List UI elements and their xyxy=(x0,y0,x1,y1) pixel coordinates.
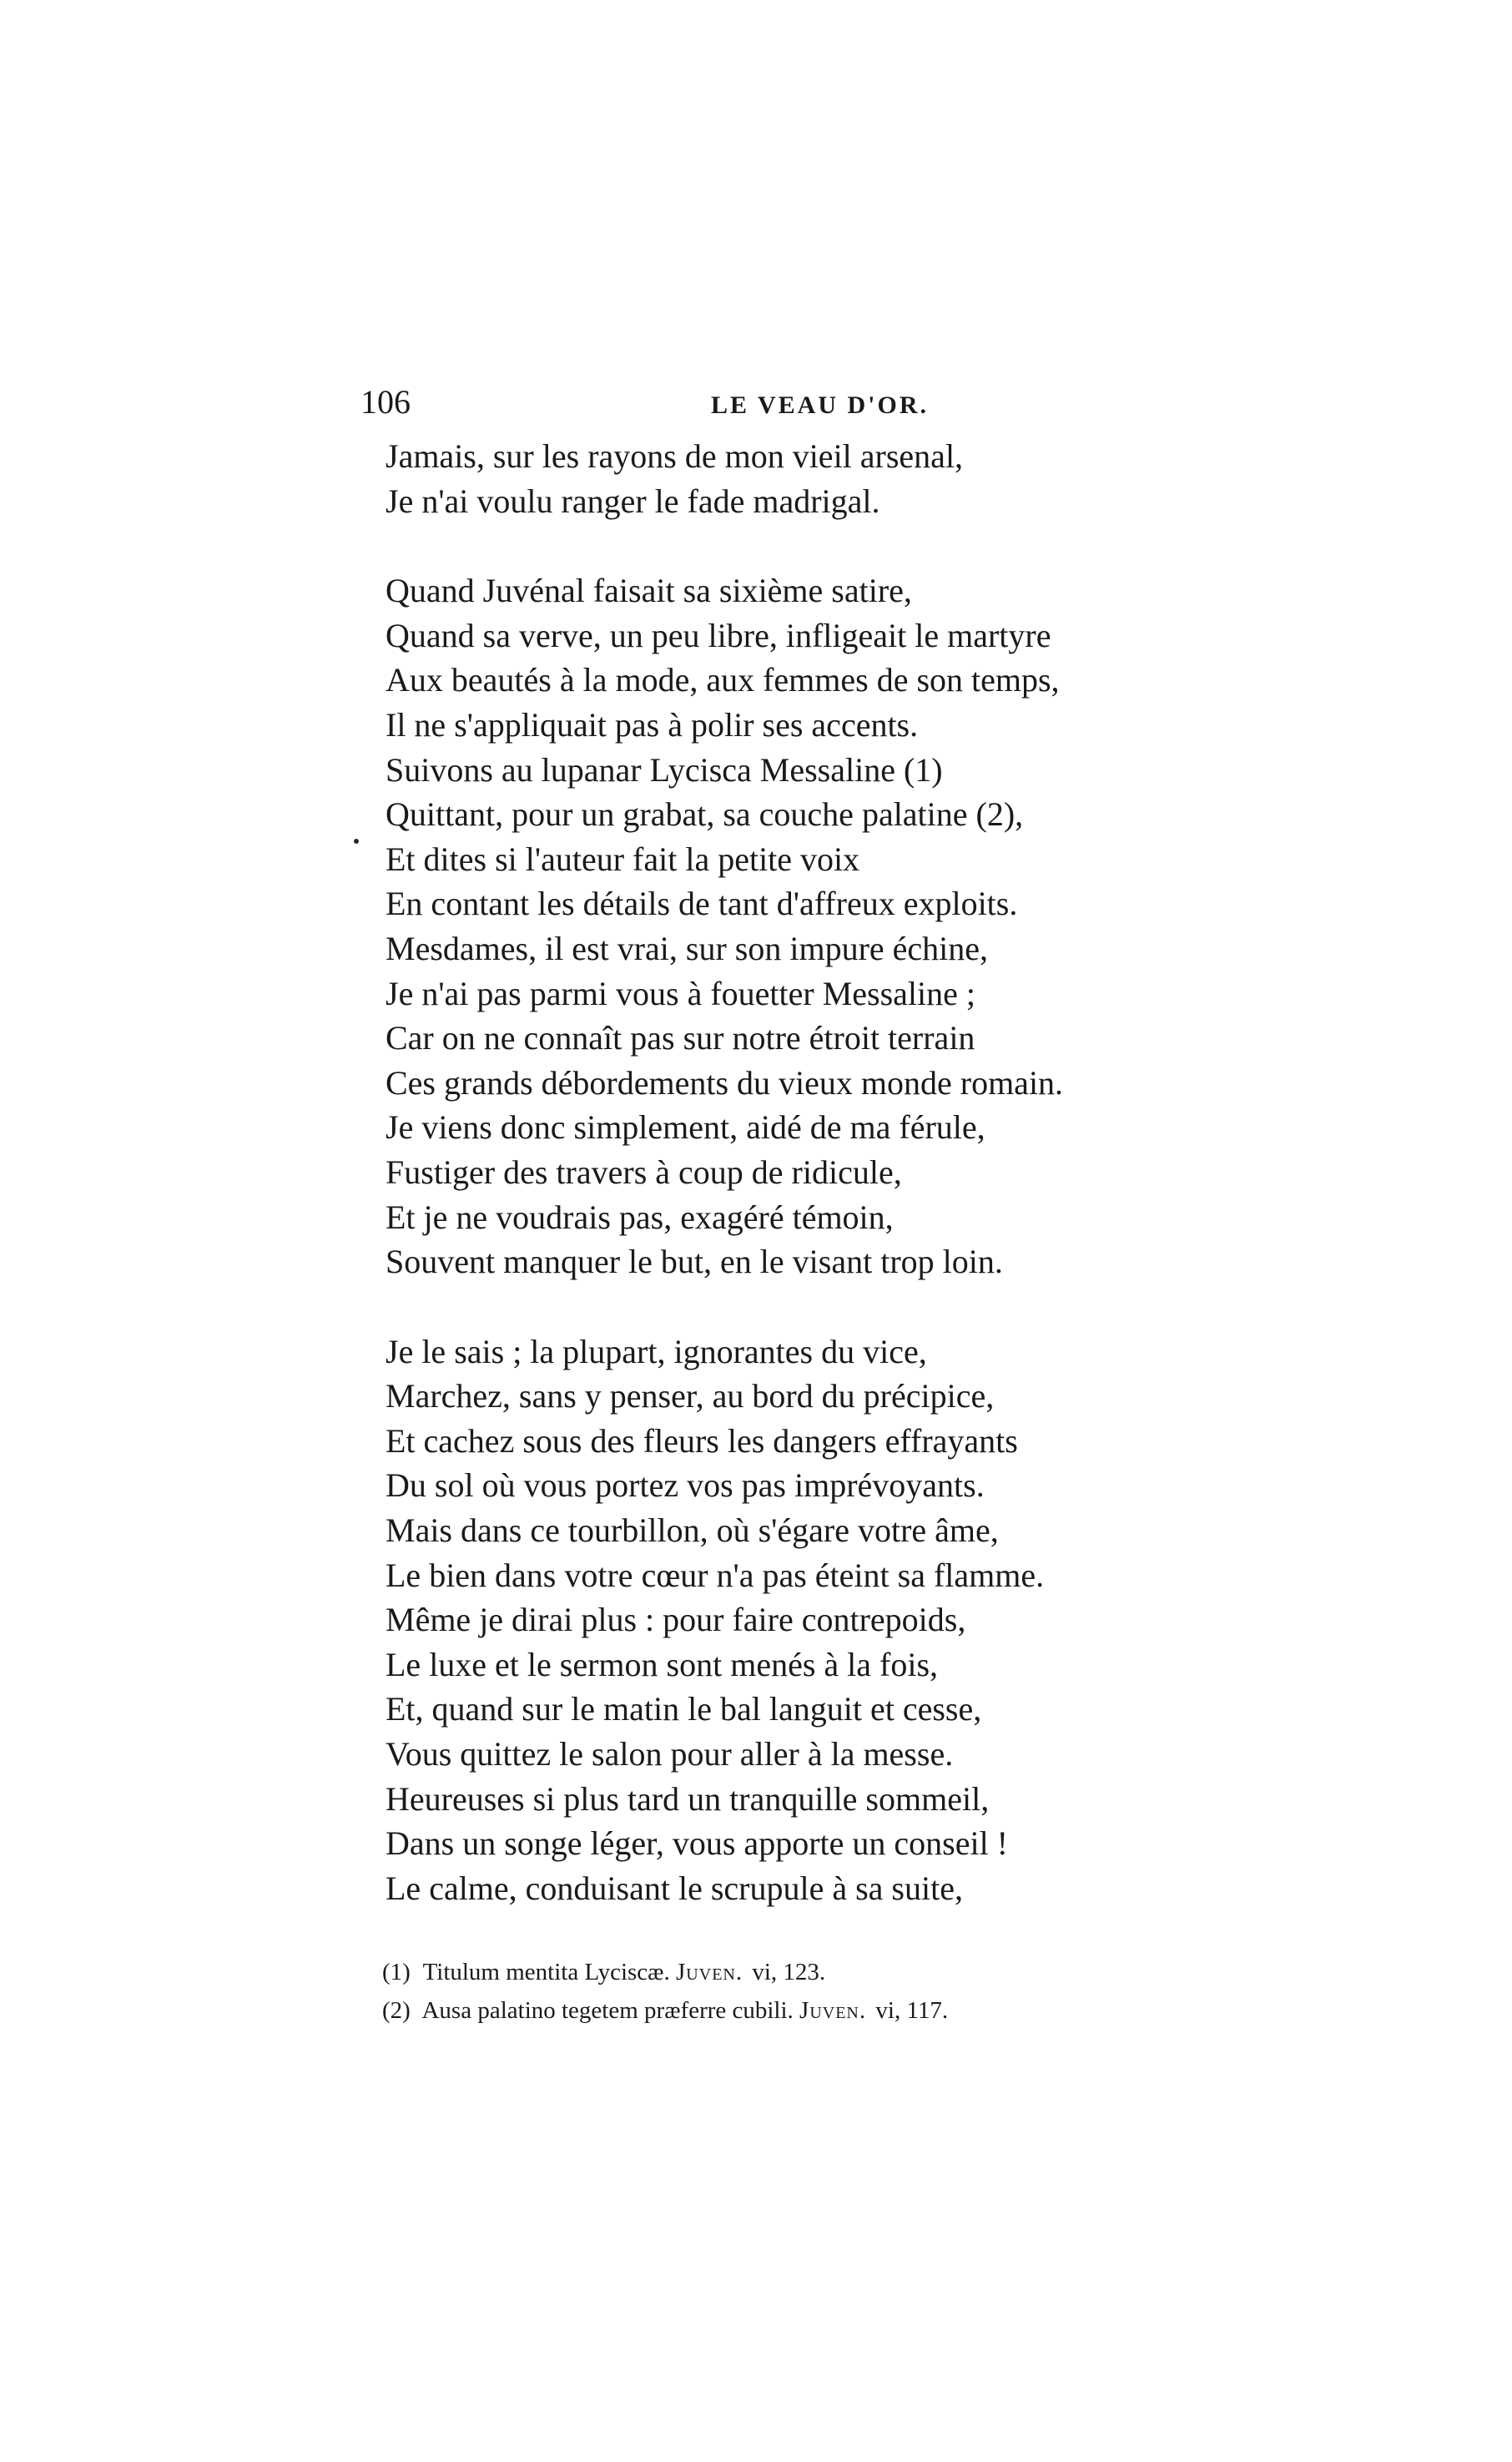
verse-line: Et cachez sous des fleurs les dangers effrayants xyxy=(386,1421,1018,1460)
verse-line: Heureuses si plus tard un tranquille sommeil, xyxy=(386,1779,990,1818)
stanza xyxy=(386,568,1220,1284)
verse-line: Aux beautés à la mode, aux femmes de son temps, xyxy=(386,661,1060,699)
verse-line: Du sol où vous portez vos pas imprévoyants. xyxy=(386,1466,985,1505)
verse-line: Quand Juvénal faisait sa sixième satire, xyxy=(386,572,912,610)
verse-line: En contant les détails de tant d'affreux exploits. xyxy=(386,885,1018,923)
verse-line: Jamais, sur les rayons de mon vieil arsenal, xyxy=(386,437,964,475)
verse-line: Marchez, sans y penser, au bord du précipice, xyxy=(386,1377,995,1415)
page-header xyxy=(360,377,1245,427)
verse-line: Suivons au lupanar Lycisca Messaline (1) xyxy=(386,750,943,789)
page-number: 106 xyxy=(360,383,411,421)
verse-line: Souvent manquer le but, en le visant trop loin. xyxy=(386,1243,1003,1281)
margin-mark xyxy=(354,839,359,844)
verse-line: Fustiger des travers à coup de ridicule, xyxy=(386,1153,902,1191)
verse-line: Le bien dans votre cœur n'a pas éteint sa flamme. xyxy=(386,1556,1045,1594)
poem-body xyxy=(386,434,1220,1910)
footnote xyxy=(382,1991,1217,2030)
footnotes xyxy=(382,1953,1217,2030)
footnote-source: Juven. xyxy=(799,1997,867,2024)
footnote-text: Titulum mentita Lyciscæ. xyxy=(422,1959,670,1985)
footnote-text: Ausa palatino tegetem præferre cubili. xyxy=(421,1997,794,2024)
stanza xyxy=(386,1329,1220,1911)
verse-line: Vous quittez le salon pour aller à la messe. xyxy=(386,1735,954,1773)
running-title: LE VEAU D'OR. xyxy=(711,391,929,419)
verse-line: Je n'ai voulu ranger le fade madrigal. xyxy=(386,482,880,520)
verse-line: Je n'ai pas parmi vous à fouetter Messaline ; xyxy=(386,974,976,1012)
verse-line: Car on ne connaît pas sur notre étroit terrain xyxy=(386,1019,975,1057)
verse-line: Dans un songe léger, vous apporte un conseil ! xyxy=(386,1824,1008,1863)
footnote-reference: vi, 117. xyxy=(875,1997,949,2024)
verse-line: Même je dirai plus : pour faire contrepoids, xyxy=(386,1601,966,1639)
verse-line: Et je ne voudrais pas, exagéré témoin, xyxy=(386,1198,894,1236)
footnote-marker: (2) xyxy=(382,1997,411,2024)
verse-line: Quand sa verve, un peu libre, infligeait le martyre xyxy=(386,616,1051,654)
verse-line: Quittant, pour un grabat, sa couche palatine (2), xyxy=(386,795,1024,834)
verse-line: Et, quand sur le matin le bal languit et cesse, xyxy=(386,1690,982,1728)
verse-line: Mais dans ce tourbillon, où s'égare votre âme, xyxy=(386,1511,999,1550)
verse-line: Mesdames, il est vrai, sur son impure échine, xyxy=(386,929,989,967)
verse-line: Il ne s'appliquait pas à polir ses accents. xyxy=(386,705,919,744)
footnote-marker: (1) xyxy=(382,1959,411,1985)
verse-line: Le luxe et le sermon sont menés à la fois, xyxy=(386,1645,939,1683)
verse-line: Je viens donc simplement, aidé de ma férule, xyxy=(386,1108,985,1147)
verse-line: Je le sais ; la plupart, ignorantes du vice, xyxy=(386,1332,927,1370)
footnote-source: Juven. xyxy=(676,1959,743,1985)
stanza xyxy=(386,434,1220,523)
verse-line: Et dites si l'auteur fait la petite voix xyxy=(386,840,860,878)
verse-line: Ces grands débordements du vieux monde romain. xyxy=(386,1063,1064,1102)
footnote-reference: vi, 123. xyxy=(752,1959,826,1985)
footnote xyxy=(382,1953,1217,1991)
verse-line: Le calme, conduisant le scrupule à sa suite, xyxy=(386,1869,963,1907)
